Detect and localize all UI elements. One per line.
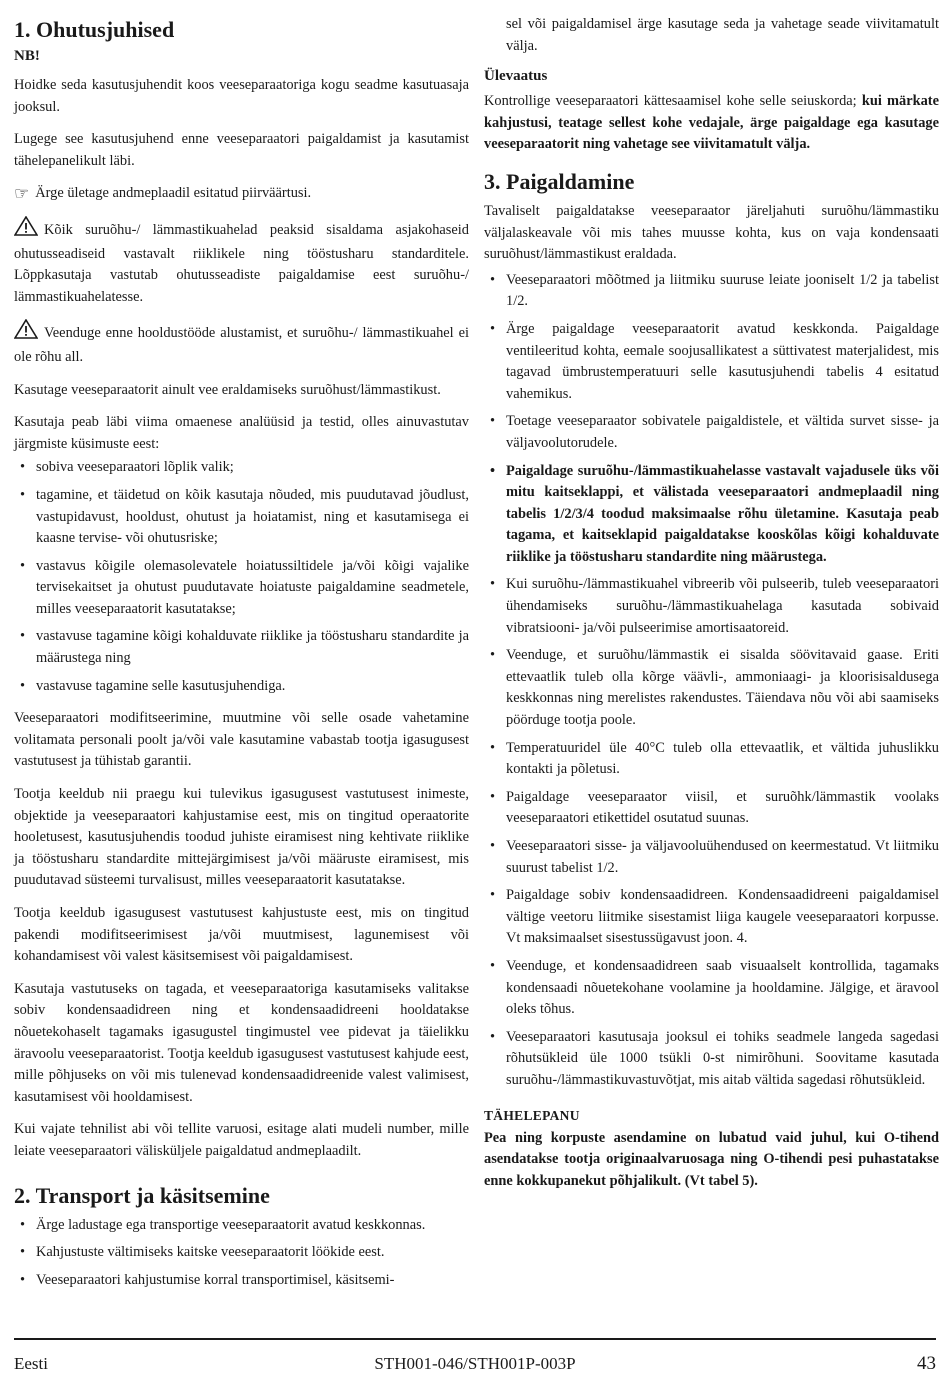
overview-paragraph xyxy=(484,91,939,156)
list-item: • vastavuse tagamine kõigi kohalduvate riiklike ja tööstusharu standardite ja määrustega ning xyxy=(14,626,469,669)
paragraph: Veeseparaatori modifitseerimine, muutmine või selle osade vahetamine volitamata personali poolt ja/või vale kasutamine vabastab tootja igasugusest vastutusest ja tühistab garantii. xyxy=(14,710,469,770)
nb-label: NB! xyxy=(14,48,40,64)
right-column xyxy=(484,14,939,1203)
list-item: • Veeseparaatori kahjustumise korral transportimisel, käsitsemi- xyxy=(14,1270,469,1292)
section-3-heading: 3. Paigaldamine xyxy=(484,168,635,194)
warning-triangle-icon xyxy=(14,319,38,347)
warning-text: Kõik suruõhu-/ lämmastikuahelad peaksid sisaldama asjakohaseid ohutusseadiseid vastavalt riiklikele ning tööstusharu standarditele. Lõppkasutaja vastutab ohutusseadiste paigaldamise eest suruõhu-/ lämmastikuahelatesse. xyxy=(14,221,469,305)
overview-text: Kontrollige veeseparaatori kättesaamisel kohe selle seiuskorda; xyxy=(484,93,857,110)
section-2-heading: 2. Transport ja käsitsemine xyxy=(14,1182,270,1208)
warning-triangle-icon xyxy=(14,216,38,244)
installation-list xyxy=(484,270,939,1092)
list-item: • Paigaldage veeseparaator viisil, et suruõhk/lämmastik voolaks veeseparaatori etikettidel osutatud suunas. xyxy=(484,787,939,830)
note-paragraph xyxy=(14,183,469,205)
paragraph: Tootja keeldub nii praegu kui tulevikus igasugusest vastutusest inimeste, objektide ja veeseparaatori kahjustamise eest, mis on tingitud operaatorite hooletusest, kasutusjuhendis toodud juhiste eiramisest ning kehtivate riiklike ja tööstusharu standardite mittejärgimisest ja/või määruste eiramisest, mis puudutavad süsteemi turvalisust, milles veeseparaatorit kasutatakse. xyxy=(14,786,469,889)
list-item: • vastavus kõigile olemasolevatele hoiatussiltidele ja/või kõigi vajalike tervisekaitset ja ohutust puudutavate hoiatuste paigaldamine seadmetele, milles veeseparaatorit kasutatakse; xyxy=(14,556,469,621)
list-item: • tagamine, et täidetud on kõik kasutaja nõuded, mis puudutavad jõudlust, vastupidavust, hooldust, ohutust ja hoiatamist, ning et kasutamisega ei kaasne tervise- või ohutusriske; xyxy=(14,485,469,550)
note-paragraph: Pea ning korpuste asendamine on lubatud vaid juhul, kui O-tihend asendatakse tootja originaalvaruosaga ning O-tihendi pesi puhastatakse enne kokkupanekut põhjalikult. (Vt tabel 5). xyxy=(484,1129,939,1189)
paragraph: Kasutage veeseparaatorit ainult vee eraldamiseks suruõhust/lämmastikust. xyxy=(14,381,441,398)
left-column xyxy=(14,14,469,1302)
list-item: • Veeseparaatori kasutusaja jooksul ei tohiks seadmele langeda sagedasi rõhutsükleid üle 1000 tsükli 0-st nimirõhuni. Soovitame kasutada suruõhu-/lämmastikuvastuvõtjat, mis aitab vältida sagedasi rõhutsükleid. xyxy=(484,1027,939,1092)
paragraph: Hoidke seda kasutusjuhendit koos veeseparaatoriga kogu seadme kasutuasaja jooksul. xyxy=(14,77,469,115)
paragraph: Tavaliselt paigaldatakse veeseparaator järeljahuti suruõhu/lämmastiku väljalaskeavale või mis tahes muusse kohta, kus on vaja kondensaati suruõhust/lämmastikust eraldada. xyxy=(484,202,939,263)
list-item: • Ärge paigaldage veeseparaatorit avatud keskkonda. Paigaldage ventileeritud kohta, eemale soojusallikatest a süttivatest materjalidest, mis tagavad ümbrustemperatuuri selle kasutusjuhendi tabelis 4 esitatud vahemikus. xyxy=(484,319,939,405)
list-item: • vastavuse tagamine selle kasutusjuhendiga. xyxy=(14,676,469,698)
paragraph: Kui vajate tehnilist abi või tellite varuosi, esitage alati mudeli number, mille leiate veeseparaatori välisküljele paigaldatud andmeplaadilt. xyxy=(14,1121,469,1159)
transport-list xyxy=(14,1215,469,1292)
paragraph: Lugege see kasutusjuhend enne veeseparaatori paigaldamist ja kasutamist tähelepanelikult läbi. xyxy=(14,131,469,169)
list-item: • Veeseparaatori sisse- ja väljavooluühendused on keermestatud. Vt liitmiku suurust tabelist 1/2. xyxy=(484,836,939,879)
list-item: • Veeseparaatori mõõtmed ja liitmiku suuruse leiate jooniselt 1/2 ja tabelist 1/2. xyxy=(484,270,939,313)
footer-divider xyxy=(14,1338,936,1340)
list-item: • Temperatuuridel üle 40°C tuleb olla ettevaatlik, et vältida juhuslikku kontakti ja põletusi. xyxy=(484,738,939,781)
responsibility-list xyxy=(14,457,469,697)
list-item: • Toetage veeseparaator sobivatele paigaldistele, et vältida survet sisse- ja väljavoolutorudele. xyxy=(484,411,939,454)
continued-text: sel või paigaldamisel ärge kasutage seda ja vahetage seade viivitamatult välja. xyxy=(506,16,939,54)
list-item: • Kahjustuste vältimiseks kaitske veeseparaatorit löökide eest. xyxy=(14,1242,469,1264)
list-item: • Veenduge, et suruõhu/lämmastik ei sisalda söövitavaid gaase. Eriti ettevaatlik tuleb olla kõrge väävli-, ammoniaagi- ja kloorisisaldusega keskkonnas ning merelistes rakendustes. Täiendava nõu või abi saamiseks pöörduge tootja poole. xyxy=(484,645,939,731)
list-item: • sobiva veeseparaatori lõplik valik; xyxy=(14,457,469,479)
footer-language: Eesti xyxy=(14,1354,48,1373)
pointing-hand-icon: ☞ xyxy=(14,184,30,204)
list-item: • Veenduge, et kondensaadidreen saab visuaalselt kontrollida, tagamaks kondensaadi nõuetekohane voolamine ja hooldamine. Jälgige, et äravool oleks tõhus. xyxy=(484,956,939,1021)
list-item: • Kui suruõhu-/lämmastikuahel vibreerib või pulseerib, tuleb veeseparaatori ühendamiseks suruõhu-/lämmastikuahelaga kasutada sobivaid vibratsiooni- ja/või pulseerimise amortisaatoreid. xyxy=(484,574,939,639)
warning-paragraph xyxy=(14,216,469,308)
warning-paragraph xyxy=(14,319,469,368)
note-heading: TÄHELEPANU xyxy=(484,1107,580,1123)
paragraph: Tootja keeldub igasugusest vastutusest kahjustuste eest, mis on tingitud pakendi modifitseerimisest ja/või muutmisest, lagunemisest või kohandamisest või valest käsitsemisest või paigaldamisest. xyxy=(14,905,469,965)
section-1-heading: 1. Ohutusjuhised xyxy=(14,17,175,42)
paragraph: Kasutaja peab läbi viima omaenese analüüsid ja testid, olles ainuvastutav järgmiste küsimuste eest: xyxy=(14,414,469,452)
footer-model-number: STH001-046/STH001P-003P xyxy=(374,1354,576,1373)
page-number: 43 xyxy=(917,1353,936,1374)
paragraph: Kasutaja vastutuseks on tagada, et veeseparaatoriga kasutamiseks valitakse sobiv kondensaadidreen ning et kondensaadidreeni hooldatakse nõuetekohaselt tagamaks igasugustel tingimustel vee pidevat ja täielikku äravoolu veeseparaatorist. Tootja keeldub igasugusest vastutusest kahjude eest, mille põhjuseks on või mis tulenevad kondensaadidreenide valest valimisest, kasutamisest või hooldamisest. xyxy=(14,980,469,1105)
note-text: Ärge ületage andmeplaadil esitatud piirväärtusi. xyxy=(35,185,312,202)
list-item: • Paigaldage sobiv kondensaadidreen. Kondensaadidreeni paigaldamisel vältige veetoru liitmike sisestamist liiga kaugele veeseparaatori korpusse. Vt maksimaalset sisestussügavust joon. 4. xyxy=(484,885,939,950)
list-item: • Paigaldage suruõhu-/lämmastikuahelasse vastavalt vajadusele üks või mitu kaitseklappi, et välistada veeseparaatori andmeplaadil ning tabelis 1/2/3/4 toodud maksimaalse rõhu ületamine. Kasutaja peab tagama, et kaitseklapid paigaldatakse kooskõlas kõigi kohalduvate riiklike ja tööstusharu standardite ning määrustega. xyxy=(484,461,939,569)
warning-text: Veenduge enne hooldustööde alustamist, et suruõhu-/ lämmastikuahel ei ole rõhu all. xyxy=(14,325,469,365)
list-item: • Ärge ladustage ega transportige veeseparaatorit avatud keskkonnas. xyxy=(14,1215,469,1237)
overview-bold-text: kui märkate kahjustusi, teatage sellest kohe vedajale, ärge paigaldage ega kasutage veeseparaatorit ning vahetage see viivitamatult välja. xyxy=(484,93,939,153)
overview-heading: Ülevaatus xyxy=(484,68,548,85)
